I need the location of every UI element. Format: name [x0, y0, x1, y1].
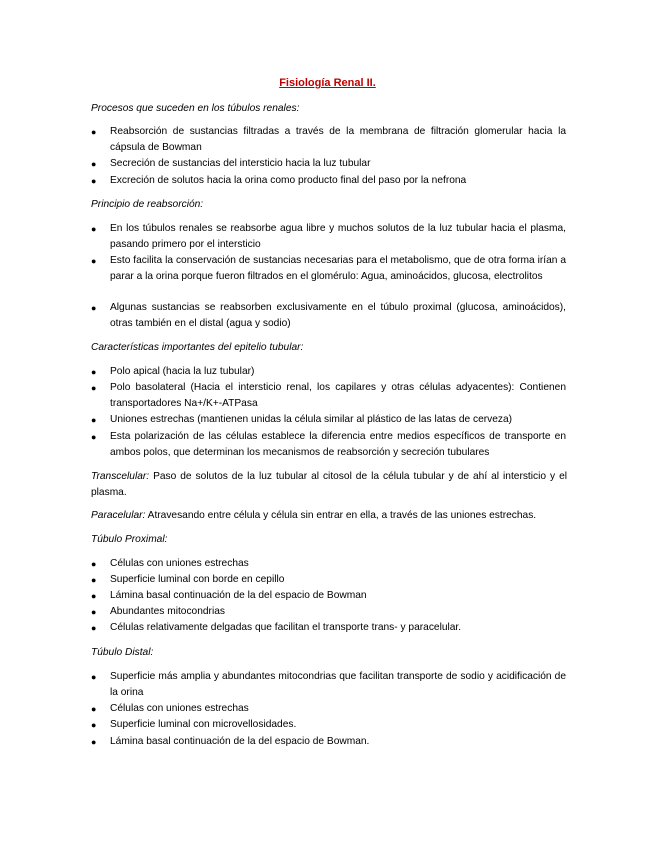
list-item: Polo apical (hacia la luz tubular)	[110, 366, 255, 377]
list-item: Reabsorción de sustancias filtradas a través de la membrana de filtración glomerular hacia la cápsula de Bowman	[110, 126, 566, 153]
bullet-icon: ●	[91, 737, 97, 747]
bullet-icon: ●	[91, 559, 97, 569]
list-item: Lámina basal continuación de la del espacio de Bowman.	[110, 736, 370, 747]
section-heading-procesos: Procesos que suceden en los túbulos renales:	[91, 103, 300, 114]
list-item: Células con uniones estrechas	[110, 558, 249, 569]
list-item: En los túbulos renales se reabsorbe agua libre y muchos solutos de la luz tubular hacia el plasma, pasando primero por el intersticio	[110, 223, 566, 250]
list-item: Lámina basal continuación de la del espacio de Bowman	[110, 590, 367, 601]
bullet-icon: ●	[91, 367, 97, 377]
bullet-icon: ●	[91, 127, 97, 137]
list-item: Esta polarización de las células establece la diferencia entre medios específicos de transporte en ambos polos, que determinan los mecanismos de reabsorción y secreción tubulares	[110, 431, 566, 458]
list-item: Células relativamente delgadas que facilitan el transporte trans- y paracelular.	[110, 622, 462, 633]
bullet-icon: ●	[91, 415, 97, 425]
term-paracelular: Paracelular:	[91, 510, 146, 521]
section-heading-caracteristicas: Características importantes del epitelio tubular:	[91, 342, 304, 353]
list-item: Esto facilita la conservación de sustancias necesarias para el metabolismo, que de otra forma irían a parar a la orina porque fueron filtrados en el glomérulo: Agua, aminoácidos, glucosa, electrolitos	[110, 255, 566, 282]
list-item: Secreción de sustancias del intersticio hacia la luz tubular	[110, 158, 371, 169]
list-item: Células con uniones estrechas	[110, 703, 249, 714]
bullet-icon: ●	[91, 303, 97, 313]
definition-paracelular: Atravesando entre célula y célula sin entrar en ella, a través de las uniones estrechas.	[145, 510, 537, 521]
section-heading-principio: Principio de reabsorción:	[91, 199, 204, 210]
list-item: Superficie más amplia y abundantes mitocondrias que facilitan transporte de sodio y acidificación de la orina	[110, 671, 566, 698]
list-item: Algunas sustancias se reabsorben exclusivamente en el túbulo proximal (glucosa, aminoácidos), otras también en el distal (agua y sodio)	[110, 302, 566, 329]
bullet-icon: ●	[91, 607, 97, 617]
definition-transcelular: Paso de solutos de la luz tubular al citosol de la célula tubular y de ahí al intersticio y el plasma.	[91, 471, 567, 498]
bullet-icon: ●	[91, 256, 97, 266]
bullet-icon: ●	[91, 159, 97, 169]
term-transcelular: Transcelular:	[91, 471, 150, 482]
list-item: Polo basolateral (Hacia el intersticio renal, los capilares y otras células adyacentes): Contienen transportadores Na+/K+-ATPasa	[110, 382, 566, 409]
section-heading-distal: Túbulo Distal:	[91, 647, 154, 658]
list-item: Uniones estrechas (mantienen unidas la célula similar al plástico de las latas de cerveza)	[110, 414, 513, 425]
list-item: Abundantes mitocondrias	[110, 606, 225, 617]
bullet-icon: ●	[91, 623, 97, 633]
list-item: Superficie luminal con microvellosidades.	[110, 719, 297, 730]
bullet-icon: ●	[91, 224, 97, 234]
list-item: Superficie luminal con borde en cepillo	[110, 574, 285, 585]
section-heading-proximal: Túbulo Proximal:	[91, 534, 168, 545]
bullet-icon: ●	[91, 383, 97, 393]
bullet-icon: ●	[91, 575, 97, 585]
bullet-icon: ●	[91, 720, 97, 730]
paragraph-paracelular	[91, 508, 567, 524]
list-item: Excreción de solutos hacia la orina como producto final del paso por la nefrona	[110, 175, 467, 186]
bullet-icon: ●	[91, 672, 97, 682]
bullet-icon: ●	[91, 704, 97, 714]
bullet-icon: ●	[91, 591, 97, 601]
bullet-icon: ●	[91, 176, 97, 186]
bullet-icon: ●	[91, 432, 97, 442]
document-title: Fisiología Renal II.	[279, 77, 376, 89]
paragraph-transcelular	[91, 469, 567, 501]
